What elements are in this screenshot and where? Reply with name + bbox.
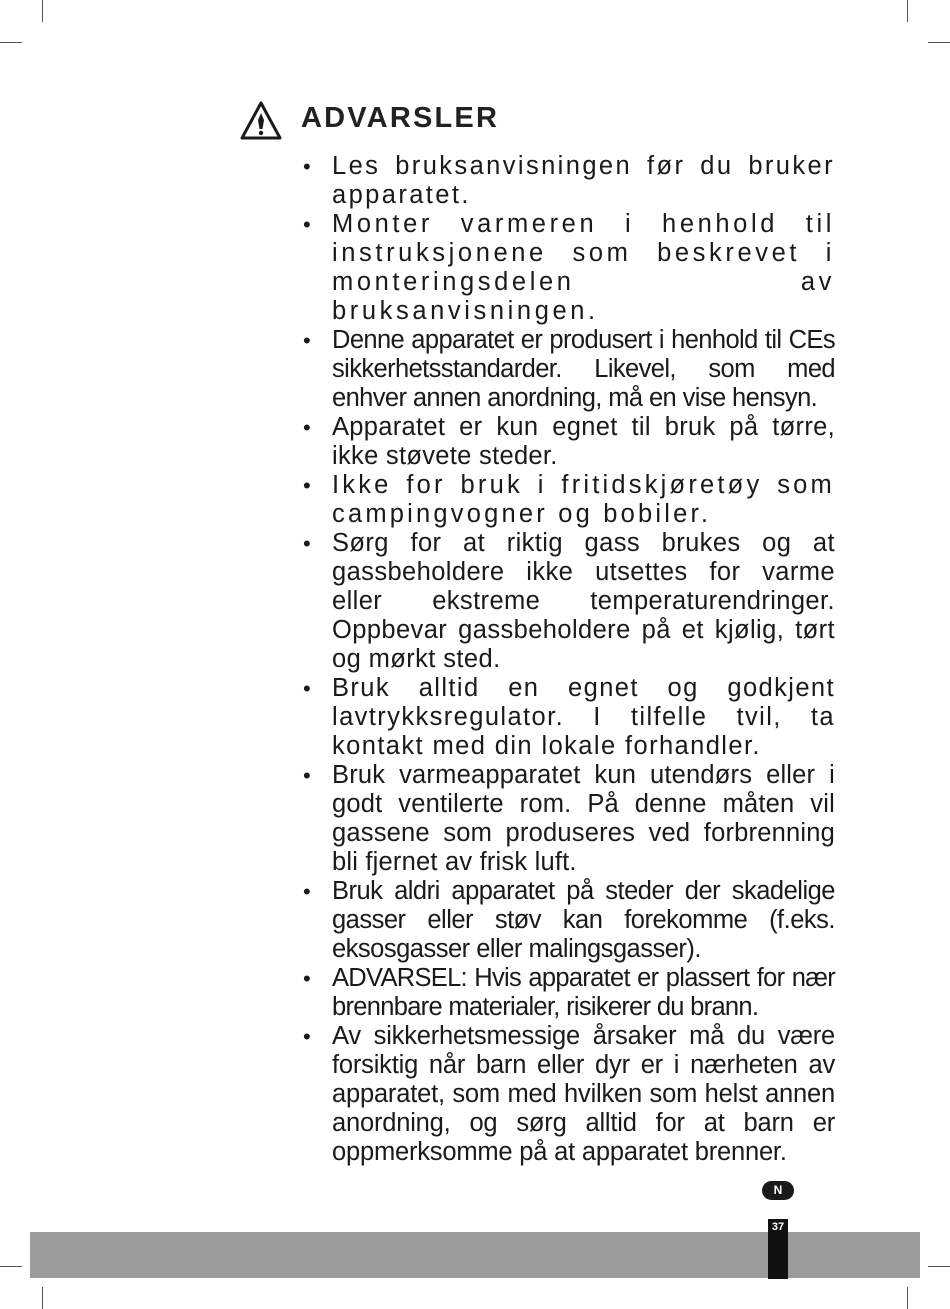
bullet: • (303, 763, 311, 788)
list-item (303, 529, 835, 674)
list-item (303, 877, 835, 964)
bullet: • (303, 676, 313, 701)
list-item (303, 210, 835, 326)
section-heading: ADVARSLER (301, 102, 500, 134)
language-badge: N (762, 1181, 794, 1200)
item-text: Bruk alltid en egnet og godkjent lavtrykksregulator. I tilfelle tvil, ta kontakt med din lokale forhandler. (332, 674, 835, 760)
list-item (303, 471, 835, 529)
crop-mark (42, 0, 43, 22)
item-text: Av sikkerhetsmessige årsaker må du være forsiktig når barn eller dyr er i nærheten av apparatet, som med hvilken som helst annen anordning, og sørg alltid for at barn er oppmerksomme på at apparatet brenner. (332, 1022, 835, 1166)
item-text: Bruk varmeapparatet kun utendørs eller i godt ventilerte rom. På denne måten vil gassene som produseres ved forbrenning bli fjernet av frisk luft. (332, 761, 835, 876)
item-text: Monter varmeren i henhold til instruksjonene som beskrevet i monteringsdelen av bruksanvisningen. (332, 210, 835, 325)
list-item (303, 152, 835, 210)
bullet: • (303, 154, 314, 179)
list-item (303, 964, 835, 1022)
item-text: Apparatet er kun egnet til bruk på tørre, ikke støvete steder. (332, 413, 835, 470)
item-text: ADVARSEL: Hvis apparatet er plassert for nær brennbare materialer, risikerer du brann. (332, 964, 835, 1021)
bullet: • (303, 1024, 311, 1049)
bullet: • (303, 473, 314, 498)
item-text: Ikke for bruk i fritidskjøretøy som campingvogner og bobiler. (332, 471, 835, 528)
bullet: • (303, 328, 311, 353)
item-text: Sørg for at riktig gass brukes og at gassbeholdere ikke utsettes for varme eller ekstreme temperaturendringer. Oppbevar gassbeholdere på et kjølig, tørt og mørkt sted. (332, 529, 835, 673)
crop-mark (0, 42, 22, 43)
bullet: • (303, 966, 311, 991)
crop-mark (907, 0, 908, 22)
list-item (303, 761, 835, 877)
crop-mark (0, 1266, 22, 1267)
crop-mark (928, 42, 950, 43)
warning-triangle-icon (239, 100, 283, 142)
list-item (303, 413, 835, 471)
warning-list (303, 152, 835, 1167)
bullet: • (303, 531, 312, 556)
item-text: Les bruksanvisningen før du bruker apparatet. (332, 152, 835, 209)
crop-mark (928, 1266, 950, 1267)
item-text: Bruk aldri apparatet på steder der skadelige gasser eller støv kan forekomme (f.eks. eksosgasser eller malingsgasser). (332, 877, 835, 963)
list-item (303, 1022, 835, 1167)
page-number: 37 (771, 1221, 785, 1233)
bullet: • (303, 212, 315, 237)
item-text: Denne apparatet er produsert i henhold til CEs sikkerhetsstandarder. Likevel, som med enhver annen anordning, må en vise hensyn. (332, 326, 835, 412)
list-item (303, 674, 835, 761)
list-item (303, 326, 835, 413)
crop-mark (42, 1287, 43, 1309)
crop-mark (907, 1287, 908, 1309)
bullet: • (303, 879, 311, 904)
bullet: • (303, 415, 312, 440)
